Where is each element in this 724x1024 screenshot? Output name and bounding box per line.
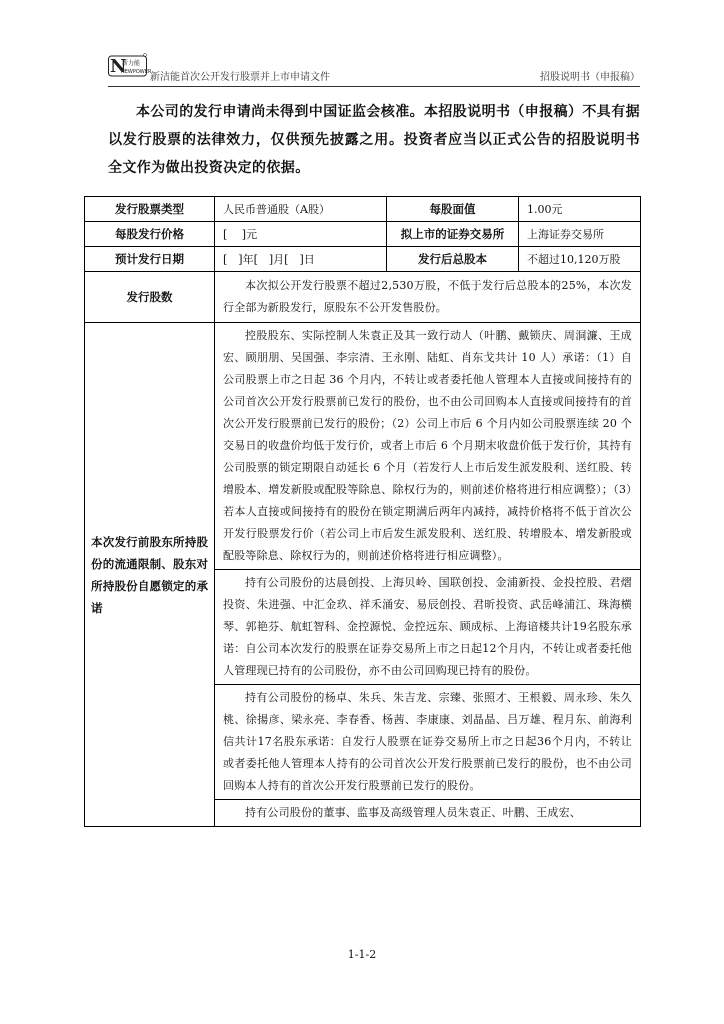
issue-date-label: 预计发行日期: [85, 247, 215, 272]
document-type: 招股说明书（申报稿）: [540, 72, 640, 83]
page-number: 1-1-2: [347, 948, 377, 961]
lockup-cell-individual: [215, 685, 641, 800]
page-header: [108, 50, 640, 87]
par-value-value: 1.00元: [519, 197, 641, 222]
lockup-paragraph-controlling: 控股股东、实际控制人朱袁正及其一致行动人（叶鹏、戴锁庆、周洞濂、王成宏、顾朋朋、吴国强、李宗清、王永刚、陆虹、肖东戈共计 10 人）承诺：（1）自公司股票上市之日起 36 个月内，不转让或者委托他人管理本人直接或间接持有的公司首次公开发行股票前已发行的股份，也不由公司回购本人直接或间接持有的首次公开发行股票前已发行的股份；（2）公司上市后 6 个月内如公司股票连续 20 个交易日的收盘价均低于发行价，或者上市后 6 个月期末收盘价低于发行价，其持有公司股票的锁定期限自动延长 6 个月（若发行人上市后发生派发股利、送红股、转增股本、增发新股或配股等除息、除权行为的，则前述价格将进行相应调整）；（3）若本人直接或间接持有的股份在锁定期满后两年内减持，减持价格将不低于首次公开发行股票发行价（若公司上市后发生派发股利、送红股、转增股本、增发新股或配股等除息、除权行为的，则前述价格将进行相应调整）。: [223, 329, 632, 562]
issue-price-label: 每股发行价格: [85, 222, 215, 247]
table-row: [85, 272, 641, 323]
issue-date-value: [ ]年[ ]月[ ]日: [215, 247, 387, 272]
lockup-paragraph-institutional: 持有公司股份的达晨创投、上海贝岭、国联创投、金浦新投、金投控股、君熠投资、朱进强、中汇金玖、祥禾涌安、易辰创投、君昕投资、武岳峰浦江、珠海横琴、郭艳芬、航虹智科、金控源悦、金控远东、顾成标、上海谙楼共计19名股东承诺：自公司本次发行的股票在证券交易所上市之日起12个月内，不转让或者委托他人管理现已持有的公司股份，亦不由公司回购现已持有的股份。: [223, 576, 632, 677]
disclaimer-notice: 本公司的发行申请尚未得到中国证监会核准。本招股说明书（申报稿）不具有据以发行股票的法律效力，仅供预先披露之用。投资者应当以正式公告的招股说明书全文作为做出投资决定的依据。: [108, 104, 640, 176]
offering-info-table: [84, 196, 641, 827]
exchange-label: 拟上市的证券交易所: [387, 222, 519, 247]
stock-type-label: 发行股票类型: [85, 197, 215, 222]
logo-en-text: NEWPOWER: [121, 69, 152, 75]
lockup-paragraph-directors: 持有公司股份的董事、监事及高级管理人员朱袁正、叶鹏、王成宏、: [245, 806, 581, 819]
stock-type-value: 人民币普通股（A股）: [215, 197, 387, 222]
table-row: [85, 222, 641, 247]
lockup-cell-controlling: [215, 323, 641, 570]
table-row: [85, 323, 641, 570]
issue-price-value: [ ]元: [215, 222, 387, 247]
table-row: [85, 197, 641, 222]
table-row: [85, 247, 641, 272]
svg-text:N: N: [110, 56, 127, 77]
issue-shares-text: 本次拟公开发行股票不超过2,530万股，不低于发行后总股本的25%，本次发行全部为新股发行，原股东不公开发售股份。: [223, 279, 632, 314]
total-shares-value: 不超过10,120万股: [519, 247, 641, 272]
lockup-cell-institutional: [215, 570, 641, 685]
exchange-value: 上海证券交易所: [519, 222, 641, 247]
company-logo: [108, 52, 152, 82]
issue-shares-label: 发行股数: [85, 272, 215, 323]
lockup-cell-directors: [215, 800, 641, 827]
par-value-label: 每股面值: [387, 197, 519, 222]
total-shares-label: 发行后总股本: [387, 247, 519, 272]
logo-cn-text: 新力能: [122, 60, 141, 67]
lockup-label: 本次发行前股东所持股份的流通限制、股东对所持股份自愿锁定的承诺: [85, 323, 215, 827]
issue-shares-value: [215, 272, 641, 323]
document-title: 新洁能首次公开发行股票并上市申请文件: [150, 72, 330, 83]
lockup-paragraph-individual: 持有公司股份的杨卓、朱兵、朱吉龙、宗臻、张照才、王根毅、周永珍、朱久桃、徐揚彦、梁永亮、李春香、杨茜、李康康、刘晶晶、吕万雄、程月东、前海利信共计17名股东承诺：自发行人股票在证券交易所上市之日起36个月内，不转让或者委托他人管理本人持有的公司首次公开发行股票前已发行的股份，也不由公司回购本人持有的首次公开发行股票前已发行的股份。: [223, 691, 632, 792]
